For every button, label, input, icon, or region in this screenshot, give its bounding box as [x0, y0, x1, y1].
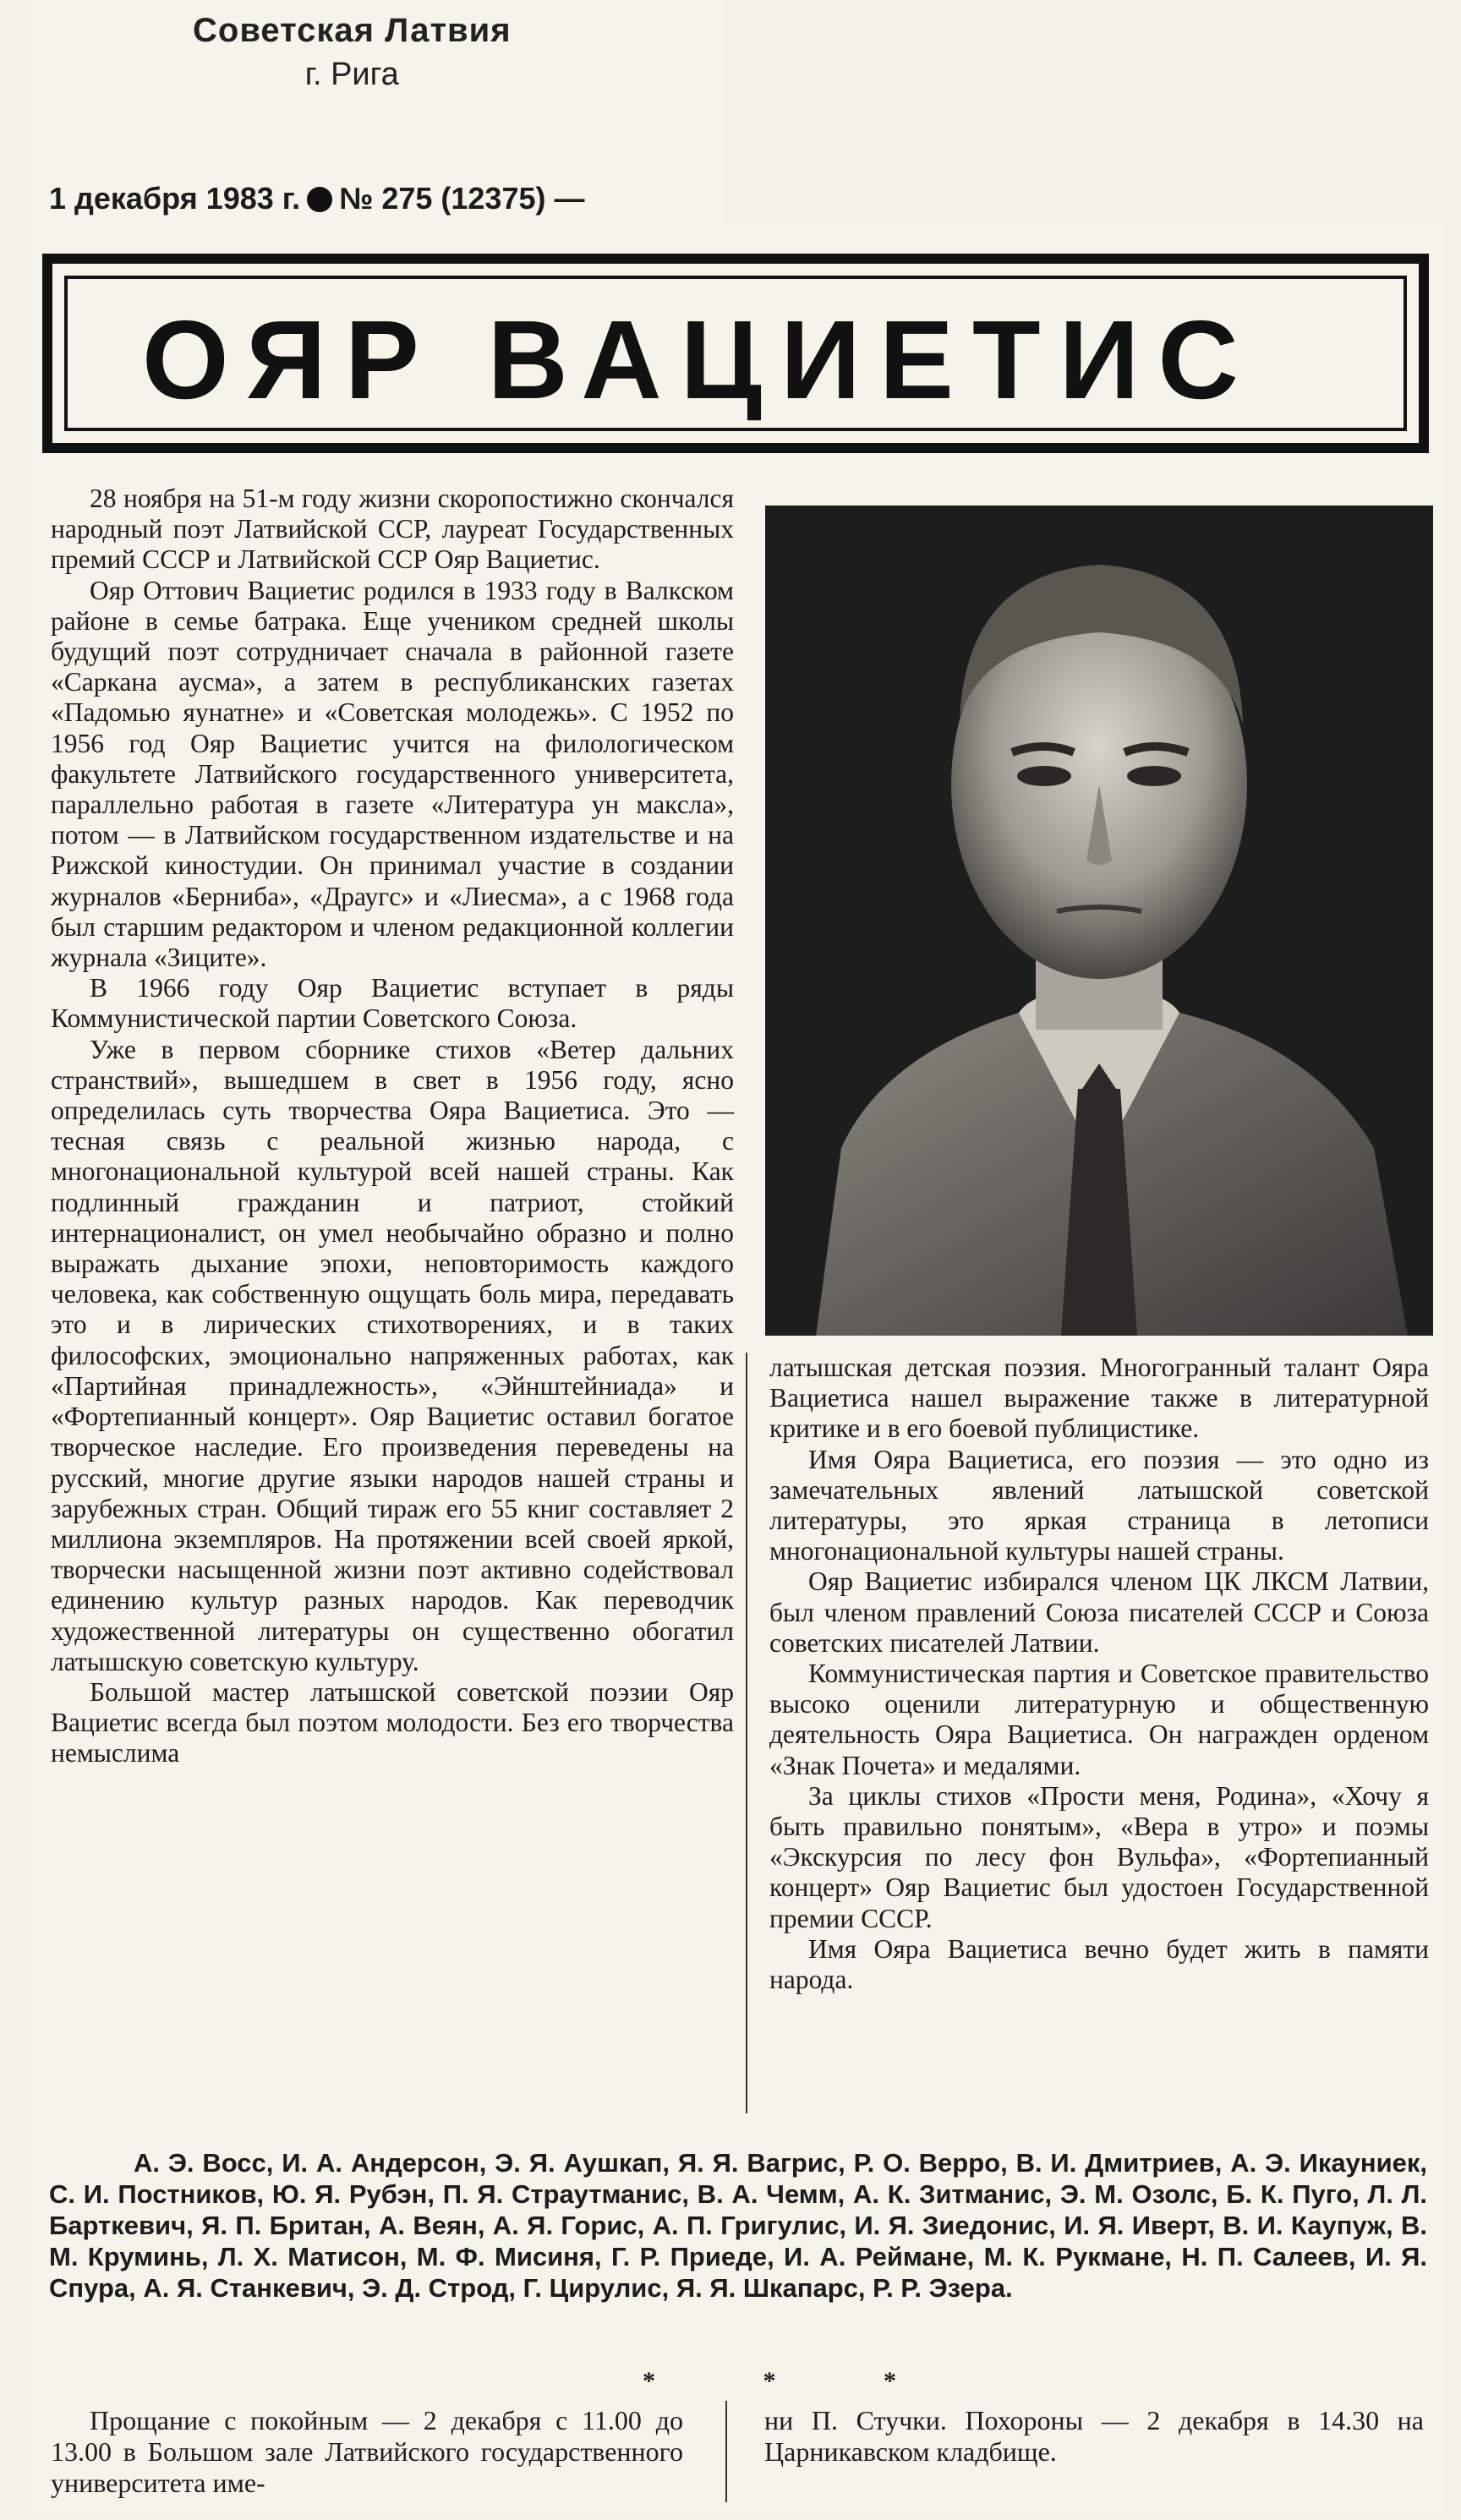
funeral-notice-right	[764, 2405, 1424, 2468]
signatories: А. Э. Восс, И. А. Андерсон, Э. Я. Аушкап, Я. Я. Вагрис, Р. О. Верро, В. И. Дмитриев, А. Э. Икауниек, С. И. Постников, Ю. Я. Рубэн, П. Я. Страутманис, В. А. Чемм, А. К. Зитманис, Э. М. Озолс, Б. К. Пуго, Л. Л. Барткевич, Я. П. Британ, А. Веян, А. Я. Горис, А. П. Григулис, И. Я. Зиедонис, И. Я. Иверт, В. И. Каупуж, В. М. Круминь, Л. Х. Матисон, М. Ф. Мисиня, Г. Р. Приеде, И. А. Реймане, М. К. Рукмане, Н. П. Салеев, И. Я. Спура, А. Я. Станкевич, Э. Д. Строд, Г. Цирулис, Я. Я. Шкапарс, Р. Р. Эзера.	[49, 2148, 1427, 2303]
headline: ОЯР ВАЦИЕТИС	[142, 298, 1257, 422]
separator: * * *	[643, 2367, 947, 2395]
paragraph: В 1966 году Ояр Вациетис вступает в ряды Коммунистической партии Советского Союза.	[51, 973, 734, 1034]
paragraph: Ояр Оттович Вациетис родился в 1933 году в Валкском районе в семье батрака. Еще учеником средней школы будущий поэт сотрудничает сначала в районной газете «Саркана аусма», а затем в республиканских газетах «Падомью яунатне» и «Советская молодежь». С 1952 по 1956 год Ояр Вациетис учится на филологическом факультете Латвийского государственного университета, параллельно работая в газете «Литература ун максла», потом — в Латвийском государственном издательстве и на Рижской киностудии. Он принимал участие в создании журналов «Берниба», «Драугс» и «Лиесма», а с 1968 года был старшим редактором и членом редакционной коллегии журнала «Зиците».	[51, 575, 734, 973]
paragraph: Большой мастер латышской советской поэзии Ояр Вациетис всегда был поэтом молодости. Без его творчества немыслима	[51, 1676, 734, 1768]
dash: —	[554, 181, 585, 216]
paragraph: 28 ноября на 51-м году жизни скоропостижно скончался народный поэт Латвийской ССР, лауреат Государственных премий СССР и Латвийской ССР Ояр Вациетис.	[51, 484, 734, 575]
paragraph: Имя Ояра Вациетиса, его поэзия — это одно из замечательных явлений латышской советской литературы, это яркая страница в летописи многонациональной культуры нашей страны.	[769, 1444, 1429, 1566]
bullet-icon	[307, 187, 332, 212]
city: г. Рига	[304, 57, 399, 92]
right-column	[769, 1353, 1429, 1995]
issue-date: 1 декабря 1983 г.	[49, 181, 301, 216]
paragraph: Ояр Вациетис избирался членом ЦК ЛКСМ Латвии, был членом правлений Союза писателей СССР и Союза советских писателей Латвии.	[769, 1566, 1429, 1658]
issue-number: № 275 (12375)	[339, 181, 546, 216]
column-rule	[746, 1353, 747, 2113]
funeral-notice-left	[51, 2405, 683, 2499]
headline-frame	[42, 254, 1429, 453]
portrait-photo	[765, 506, 1433, 1336]
paragraph: ни П. Стучки. Похороны — 2 декабря в 14.30 на Царникавском кладбище.	[764, 2405, 1424, 2467]
paragraph: Прощание с покойным — 2 декабря с 11.00 до 13.00 в Большом зале Латвийского государственного университета име-	[51, 2405, 683, 2498]
paragraph: Имя Ояра Вациетиса вечно будет жить в памяти народа.	[769, 1933, 1429, 1995]
column-rule	[725, 2401, 727, 2502]
paragraph: Уже в первом сборнике стихов «Ветер дальних странствий», вышедшем в свет в 1956 году, ясно определилась суть творчества Ояра Вациетиса. Это — тесная связь с реальной жизнью народа, с многонациональной культурой всей нашей страны. Как подлинный гражданин и патриот, стойкий интернационалист, он умел необычайно образно и полно выражать дыхание эпохи, неповторимость каждого человека, как собственную ощущать боль мира, передавать это и в лирических стихотворениях, и в таких философских, эмоционально напряженных работах, как «Партийная принадлежность», «Эйнштейниада» и «Фортепианный концерт». Ояр Вациетис оставил богатое творческое наследие. Его произведения переведены на русский, многие другие языки народов нашей страны и зарубежных стран. Общий тираж его 55 книг составляет 2 миллиона экземпляров. На протяжении всей своей яркой, творчески насыщенной жизни поэт активно содействовал единению культур разных народов. Как переводчик художественной литературы он существенно обогатил латышскую советскую культуру.	[51, 1034, 734, 1676]
left-column	[51, 484, 734, 1769]
paragraph: латышская детская поэзия. Многогранный талант Ояра Вациетиса нашел выражение также в литературной критике и в его боевой публицистике.	[769, 1353, 1429, 1444]
newspaper-name: Советская Латвия	[193, 12, 512, 49]
paragraph: За циклы стихов «Прости меня, Родина», «Хочу я быть правильно понятым», «Вера в утро» и поэмы «Экскурсия по лесу фон Вульфа», «Фортепианный концерт» Ояр Вациетис был удостоен Государственной премии СССР.	[769, 1780, 1429, 1933]
dateline	[49, 181, 585, 216]
newspaper-stamp	[193, 12, 512, 93]
paragraph: Коммунистическая партия и Советское правительство высоко оценили литературную и общественную деятельность Ояра Вациетиса. Он награжден орденом «Знак Почета» и медалями.	[769, 1659, 1429, 1780]
